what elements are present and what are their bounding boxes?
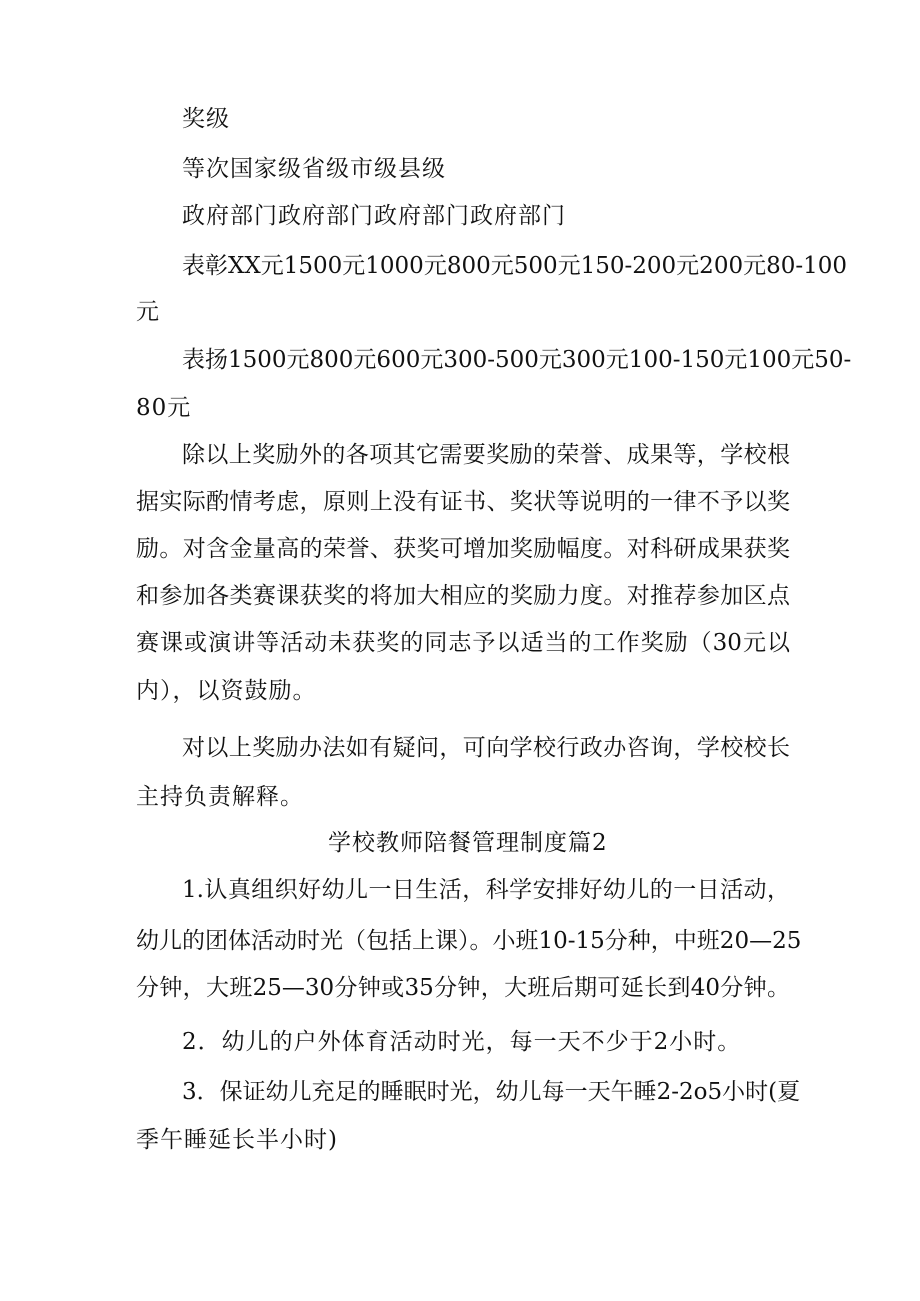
commendation-row-line-1: 表彰XX元1500元1000元800元500元150-200元200元80-100 <box>182 253 848 279</box>
item-3-line: 季午睡延长半小时) <box>136 1127 338 1153</box>
item-2-line: 2．幼儿的户外体育活动时光，每一天不少于2小时。 <box>182 1029 742 1055</box>
section-title: 学校教师陪餐管理制度篇2 <box>328 830 608 856</box>
praise-row-line-2: 80元 <box>136 395 192 421</box>
other-rewards-paragraph-line: 除以上奖励外的各项其它需要奖励的荣誉、成果等，学校根 <box>182 442 790 468</box>
contact-paragraph-line: 主持负责解释。 <box>136 784 304 810</box>
other-rewards-paragraph-line: 和参加各类赛课获奖的将加大相应的奖励力度。对推荐参加区点 <box>136 583 790 609</box>
contact-paragraph-line: 对以上奖励办法如有疑问，可向学校行政办咨询，学校校长 <box>182 735 790 761</box>
government-row: 政府部门政府部门政府部门政府部门 <box>182 203 566 229</box>
other-rewards-paragraph-line: 内），以资鼓励。 <box>136 678 317 704</box>
item-3-line: 3．保证幼儿充足的睡眠时光，幼儿每一天午睡2-2o5小时(夏 <box>182 1079 801 1105</box>
item-1-line: 分钟，大班25—30分钟或35分钟，大班后期可延长到40分钟。 <box>136 975 790 1001</box>
award-level-label: 奖级 <box>182 106 230 132</box>
item-1-line: 1.认真组织好幼儿一日生活，科学安排好幼儿的一日活动， <box>182 877 790 903</box>
other-rewards-paragraph-line: 励。对含金量高的荣誉、获奖可增加奖励幅度。对科研成果获奖 <box>136 536 790 562</box>
other-rewards-paragraph-line: 据实际酌情考虑，原则上没有证书、奖状等说明的一律不予以奖 <box>136 489 790 515</box>
rank-row: 等次国家级省级市级县级 <box>182 156 446 182</box>
commendation-row-line-2: 元 <box>136 299 160 325</box>
other-rewards-paragraph-line: 赛课或演讲等活动未获奖的同志予以适当的工作奖励（30元以 <box>136 630 790 656</box>
praise-row-line-1: 表扬1500元800元600元300-500元300元100-150元100元50- <box>182 347 852 373</box>
item-1-line: 幼儿的团体活动时光（包括上课）。小班10-15分种，中班20—25 <box>136 928 802 954</box>
